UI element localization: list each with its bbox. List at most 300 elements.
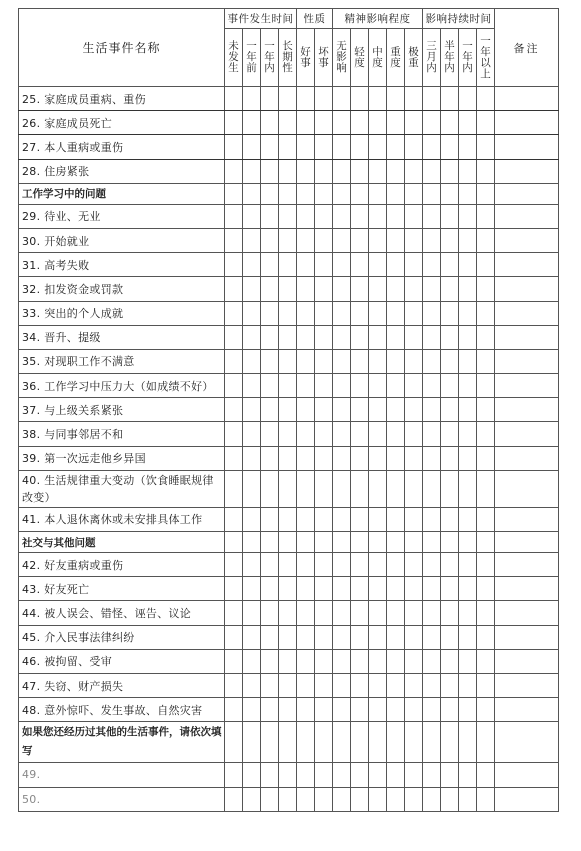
checkbox-cell[interactable] [243,649,261,673]
checkbox-cell[interactable] [351,470,369,507]
note-cell[interactable] [495,135,559,159]
checkbox-cell[interactable] [243,159,261,183]
checkbox-cell[interactable] [351,398,369,422]
checkbox-cell[interactable] [387,577,405,601]
checkbox-cell[interactable] [351,253,369,277]
checkbox-cell[interactable] [297,787,315,811]
checkbox-cell[interactable] [405,601,423,625]
checkbox-cell[interactable] [441,374,459,398]
checkbox-cell[interactable] [279,204,297,228]
checkbox-cell[interactable] [423,135,441,159]
checkbox-cell[interactable] [225,470,243,507]
checkbox-cell[interactable] [387,159,405,183]
checkbox-cell[interactable] [369,87,387,111]
checkbox-cell[interactable] [477,87,495,111]
checkbox-cell[interactable] [261,787,279,811]
checkbox-cell[interactable] [423,228,441,252]
checkbox-cell[interactable] [351,553,369,577]
checkbox-cell[interactable] [459,349,477,373]
checkbox-cell[interactable] [243,135,261,159]
checkbox-cell[interactable] [477,398,495,422]
checkbox-cell[interactable] [459,135,477,159]
checkbox-cell[interactable] [297,111,315,135]
checkbox-cell[interactable] [405,446,423,470]
checkbox-cell[interactable] [441,507,459,531]
checkbox-cell[interactable] [315,349,333,373]
checkbox-cell[interactable] [441,301,459,325]
checkbox-cell[interactable] [387,553,405,577]
checkbox-cell[interactable] [477,625,495,649]
checkbox-cell[interactable] [441,577,459,601]
checkbox-cell[interactable] [351,649,369,673]
checkbox-cell[interactable] [297,422,315,446]
checkbox-cell[interactable] [261,228,279,252]
checkbox-cell[interactable] [315,577,333,601]
checkbox-cell[interactable] [423,277,441,301]
checkbox-cell[interactable] [315,601,333,625]
checkbox-cell[interactable] [459,277,477,301]
checkbox-cell[interactable] [297,301,315,325]
note-cell[interactable] [495,507,559,531]
checkbox-cell[interactable] [351,159,369,183]
checkbox-cell[interactable] [261,301,279,325]
checkbox-cell[interactable] [369,374,387,398]
note-cell[interactable] [495,325,559,349]
note-cell[interactable] [495,398,559,422]
checkbox-cell[interactable] [297,349,315,373]
checkbox-cell[interactable] [351,698,369,722]
checkbox-cell[interactable] [477,374,495,398]
checkbox-cell[interactable] [225,228,243,252]
checkbox-cell[interactable] [405,374,423,398]
checkbox-cell[interactable] [333,698,351,722]
checkbox-cell[interactable] [441,253,459,277]
checkbox-cell[interactable] [315,446,333,470]
checkbox-cell[interactable] [387,507,405,531]
checkbox-cell[interactable] [477,135,495,159]
note-cell[interactable] [495,422,559,446]
checkbox-cell[interactable] [261,553,279,577]
checkbox-cell[interactable] [243,228,261,252]
checkbox-cell[interactable] [351,277,369,301]
checkbox-cell[interactable] [441,422,459,446]
checkbox-cell[interactable] [243,301,261,325]
checkbox-cell[interactable] [261,349,279,373]
checkbox-cell[interactable] [225,625,243,649]
checkbox-cell[interactable] [369,673,387,697]
checkbox-cell[interactable] [477,577,495,601]
checkbox-cell[interactable] [459,698,477,722]
checkbox-cell[interactable] [243,398,261,422]
checkbox-cell[interactable] [423,253,441,277]
checkbox-cell[interactable] [225,446,243,470]
checkbox-cell[interactable] [279,625,297,649]
checkbox-cell[interactable] [459,577,477,601]
checkbox-cell[interactable] [261,649,279,673]
note-cell[interactable] [495,253,559,277]
checkbox-cell[interactable] [477,301,495,325]
checkbox-cell[interactable] [279,553,297,577]
note-cell[interactable] [495,763,559,787]
checkbox-cell[interactable] [297,446,315,470]
checkbox-cell[interactable] [369,763,387,787]
checkbox-cell[interactable] [405,135,423,159]
note-cell[interactable] [495,111,559,135]
checkbox-cell[interactable] [423,159,441,183]
checkbox-cell[interactable] [315,111,333,135]
checkbox-cell[interactable] [333,763,351,787]
checkbox-cell[interactable] [297,277,315,301]
checkbox-cell[interactable] [279,349,297,373]
checkbox-cell[interactable] [297,601,315,625]
checkbox-cell[interactable] [459,601,477,625]
checkbox-cell[interactable] [225,673,243,697]
checkbox-cell[interactable] [351,349,369,373]
checkbox-cell[interactable] [441,673,459,697]
checkbox-cell[interactable] [315,673,333,697]
note-cell[interactable] [495,277,559,301]
checkbox-cell[interactable] [297,325,315,349]
checkbox-cell[interactable] [315,507,333,531]
checkbox-cell[interactable] [441,763,459,787]
checkbox-cell[interactable] [459,763,477,787]
checkbox-cell[interactable] [297,649,315,673]
note-cell[interactable] [495,649,559,673]
checkbox-cell[interactable] [315,277,333,301]
checkbox-cell[interactable] [477,159,495,183]
checkbox-cell[interactable] [387,398,405,422]
checkbox-cell[interactable] [369,398,387,422]
checkbox-cell[interactable] [261,277,279,301]
checkbox-cell[interactable] [477,349,495,373]
checkbox-cell[interactable] [477,111,495,135]
checkbox-cell[interactable] [243,325,261,349]
checkbox-cell[interactable] [459,374,477,398]
checkbox-cell[interactable] [333,349,351,373]
checkbox-cell[interactable] [423,325,441,349]
checkbox-cell[interactable] [351,507,369,531]
checkbox-cell[interactable] [441,228,459,252]
checkbox-cell[interactable] [243,277,261,301]
checkbox-cell[interactable] [459,87,477,111]
checkbox-cell[interactable] [459,325,477,349]
checkbox-cell[interactable] [477,253,495,277]
checkbox-cell[interactable] [423,601,441,625]
checkbox-cell[interactable] [297,507,315,531]
checkbox-cell[interactable] [351,763,369,787]
checkbox-cell[interactable] [369,135,387,159]
checkbox-cell[interactable] [279,470,297,507]
note-cell[interactable] [495,204,559,228]
checkbox-cell[interactable] [225,349,243,373]
checkbox-cell[interactable] [351,111,369,135]
checkbox-cell[interactable] [423,204,441,228]
checkbox-cell[interactable] [441,159,459,183]
checkbox-cell[interactable] [387,325,405,349]
note-cell[interactable] [495,374,559,398]
checkbox-cell[interactable] [315,87,333,111]
checkbox-cell[interactable] [423,111,441,135]
checkbox-cell[interactable] [387,446,405,470]
checkbox-cell[interactable] [351,87,369,111]
checkbox-cell[interactable] [441,787,459,811]
checkbox-cell[interactable] [261,159,279,183]
checkbox-cell[interactable] [459,422,477,446]
checkbox-cell[interactable] [297,673,315,697]
checkbox-cell[interactable] [405,553,423,577]
note-cell[interactable] [495,446,559,470]
checkbox-cell[interactable] [279,159,297,183]
checkbox-cell[interactable] [333,111,351,135]
checkbox-cell[interactable] [477,649,495,673]
checkbox-cell[interactable] [297,625,315,649]
checkbox-cell[interactable] [261,673,279,697]
checkbox-cell[interactable] [423,577,441,601]
checkbox-cell[interactable] [297,577,315,601]
checkbox-cell[interactable] [243,698,261,722]
checkbox-cell[interactable] [297,253,315,277]
checkbox-cell[interactable] [369,277,387,301]
checkbox-cell[interactable] [261,601,279,625]
checkbox-cell[interactable] [279,673,297,697]
checkbox-cell[interactable] [459,673,477,697]
checkbox-cell[interactable] [261,204,279,228]
checkbox-cell[interactable] [405,301,423,325]
checkbox-cell[interactable] [279,601,297,625]
checkbox-cell[interactable] [405,625,423,649]
checkbox-cell[interactable] [477,601,495,625]
checkbox-cell[interactable] [225,553,243,577]
checkbox-cell[interactable] [351,301,369,325]
checkbox-cell[interactable] [315,422,333,446]
checkbox-cell[interactable] [261,111,279,135]
checkbox-cell[interactable] [405,253,423,277]
checkbox-cell[interactable] [225,87,243,111]
checkbox-cell[interactable] [333,577,351,601]
checkbox-cell[interactable] [405,111,423,135]
checkbox-cell[interactable] [459,507,477,531]
checkbox-cell[interactable] [351,422,369,446]
checkbox-cell[interactable] [333,135,351,159]
checkbox-cell[interactable] [423,422,441,446]
checkbox-cell[interactable] [387,204,405,228]
checkbox-cell[interactable] [225,649,243,673]
checkbox-cell[interactable] [477,787,495,811]
checkbox-cell[interactable] [333,787,351,811]
checkbox-cell[interactable] [225,301,243,325]
checkbox-cell[interactable] [441,111,459,135]
checkbox-cell[interactable] [477,763,495,787]
checkbox-cell[interactable] [243,601,261,625]
checkbox-cell[interactable] [315,553,333,577]
checkbox-cell[interactable] [333,204,351,228]
checkbox-cell[interactable] [297,87,315,111]
checkbox-cell[interactable] [405,349,423,373]
checkbox-cell[interactable] [315,649,333,673]
checkbox-cell[interactable] [333,277,351,301]
checkbox-cell[interactable] [315,374,333,398]
checkbox-cell[interactable] [279,398,297,422]
checkbox-cell[interactable] [459,159,477,183]
checkbox-cell[interactable] [297,228,315,252]
checkbox-cell[interactable] [243,553,261,577]
checkbox-cell[interactable] [423,446,441,470]
checkbox-cell[interactable] [423,470,441,507]
checkbox-cell[interactable] [279,228,297,252]
checkbox-cell[interactable] [279,446,297,470]
checkbox-cell[interactable] [315,787,333,811]
checkbox-cell[interactable] [261,325,279,349]
checkbox-cell[interactable] [387,374,405,398]
checkbox-cell[interactable] [243,787,261,811]
note-cell[interactable] [495,601,559,625]
checkbox-cell[interactable] [423,763,441,787]
checkbox-cell[interactable] [261,577,279,601]
note-cell[interactable] [495,159,559,183]
checkbox-cell[interactable] [387,301,405,325]
checkbox-cell[interactable] [279,507,297,531]
checkbox-cell[interactable] [351,135,369,159]
note-cell[interactable] [495,470,559,507]
checkbox-cell[interactable] [279,111,297,135]
checkbox-cell[interactable] [225,253,243,277]
checkbox-cell[interactable] [225,507,243,531]
checkbox-cell[interactable] [297,398,315,422]
checkbox-cell[interactable] [261,470,279,507]
checkbox-cell[interactable] [459,470,477,507]
checkbox-cell[interactable] [441,698,459,722]
checkbox-cell[interactable] [423,374,441,398]
checkbox-cell[interactable] [333,507,351,531]
checkbox-cell[interactable] [333,228,351,252]
checkbox-cell[interactable] [387,253,405,277]
checkbox-cell[interactable] [225,374,243,398]
checkbox-cell[interactable] [333,673,351,697]
note-cell[interactable] [495,349,559,373]
checkbox-cell[interactable] [477,553,495,577]
checkbox-cell[interactable] [243,374,261,398]
checkbox-cell[interactable] [459,625,477,649]
checkbox-cell[interactable] [279,277,297,301]
checkbox-cell[interactable] [225,577,243,601]
checkbox-cell[interactable] [261,625,279,649]
note-cell[interactable] [495,228,559,252]
checkbox-cell[interactable] [243,507,261,531]
checkbox-cell[interactable] [405,159,423,183]
checkbox-cell[interactable] [441,349,459,373]
checkbox-cell[interactable] [405,204,423,228]
note-cell[interactable] [495,698,559,722]
checkbox-cell[interactable] [243,446,261,470]
checkbox-cell[interactable] [315,301,333,325]
checkbox-cell[interactable] [369,507,387,531]
checkbox-cell[interactable] [243,422,261,446]
checkbox-cell[interactable] [423,698,441,722]
checkbox-cell[interactable] [387,422,405,446]
checkbox-cell[interactable] [369,577,387,601]
checkbox-cell[interactable] [459,787,477,811]
checkbox-cell[interactable] [315,698,333,722]
checkbox-cell[interactable] [351,446,369,470]
checkbox-cell[interactable] [279,649,297,673]
checkbox-cell[interactable] [441,649,459,673]
checkbox-cell[interactable] [315,470,333,507]
checkbox-cell[interactable] [441,553,459,577]
checkbox-cell[interactable] [225,277,243,301]
checkbox-cell[interactable] [423,507,441,531]
checkbox-cell[interactable] [279,253,297,277]
checkbox-cell[interactable] [387,277,405,301]
checkbox-cell[interactable] [297,374,315,398]
checkbox-cell[interactable] [351,577,369,601]
checkbox-cell[interactable] [333,446,351,470]
checkbox-cell[interactable] [333,625,351,649]
note-cell[interactable] [495,301,559,325]
checkbox-cell[interactable] [261,135,279,159]
checkbox-cell[interactable] [243,87,261,111]
checkbox-cell[interactable] [261,763,279,787]
checkbox-cell[interactable] [225,159,243,183]
checkbox-cell[interactable] [459,301,477,325]
checkbox-cell[interactable] [405,507,423,531]
checkbox-cell[interactable] [243,577,261,601]
checkbox-cell[interactable] [333,301,351,325]
checkbox-cell[interactable] [243,673,261,697]
checkbox-cell[interactable] [369,446,387,470]
checkbox-cell[interactable] [315,253,333,277]
checkbox-cell[interactable] [225,601,243,625]
checkbox-cell[interactable] [225,763,243,787]
checkbox-cell[interactable] [297,553,315,577]
checkbox-cell[interactable] [369,159,387,183]
checkbox-cell[interactable] [405,470,423,507]
checkbox-cell[interactable] [387,673,405,697]
checkbox-cell[interactable] [333,87,351,111]
checkbox-cell[interactable] [369,204,387,228]
checkbox-cell[interactable] [477,277,495,301]
checkbox-cell[interactable] [423,787,441,811]
checkbox-cell[interactable] [459,446,477,470]
checkbox-cell[interactable] [387,111,405,135]
checkbox-cell[interactable] [315,325,333,349]
checkbox-cell[interactable] [405,763,423,787]
checkbox-cell[interactable] [243,625,261,649]
checkbox-cell[interactable] [261,374,279,398]
checkbox-cell[interactable] [477,228,495,252]
checkbox-cell[interactable] [477,446,495,470]
checkbox-cell[interactable] [387,625,405,649]
checkbox-cell[interactable] [351,625,369,649]
checkbox-cell[interactable] [279,763,297,787]
checkbox-cell[interactable] [477,673,495,697]
checkbox-cell[interactable] [315,135,333,159]
checkbox-cell[interactable] [459,253,477,277]
checkbox-cell[interactable] [243,763,261,787]
checkbox-cell[interactable] [441,135,459,159]
checkbox-cell[interactable] [423,349,441,373]
checkbox-cell[interactable] [333,470,351,507]
checkbox-cell[interactable] [369,601,387,625]
checkbox-cell[interactable] [405,277,423,301]
checkbox-cell[interactable] [261,253,279,277]
checkbox-cell[interactable] [351,787,369,811]
checkbox-cell[interactable] [297,204,315,228]
checkbox-cell[interactable] [405,787,423,811]
checkbox-cell[interactable] [423,673,441,697]
checkbox-cell[interactable] [369,787,387,811]
checkbox-cell[interactable] [459,204,477,228]
checkbox-cell[interactable] [423,649,441,673]
